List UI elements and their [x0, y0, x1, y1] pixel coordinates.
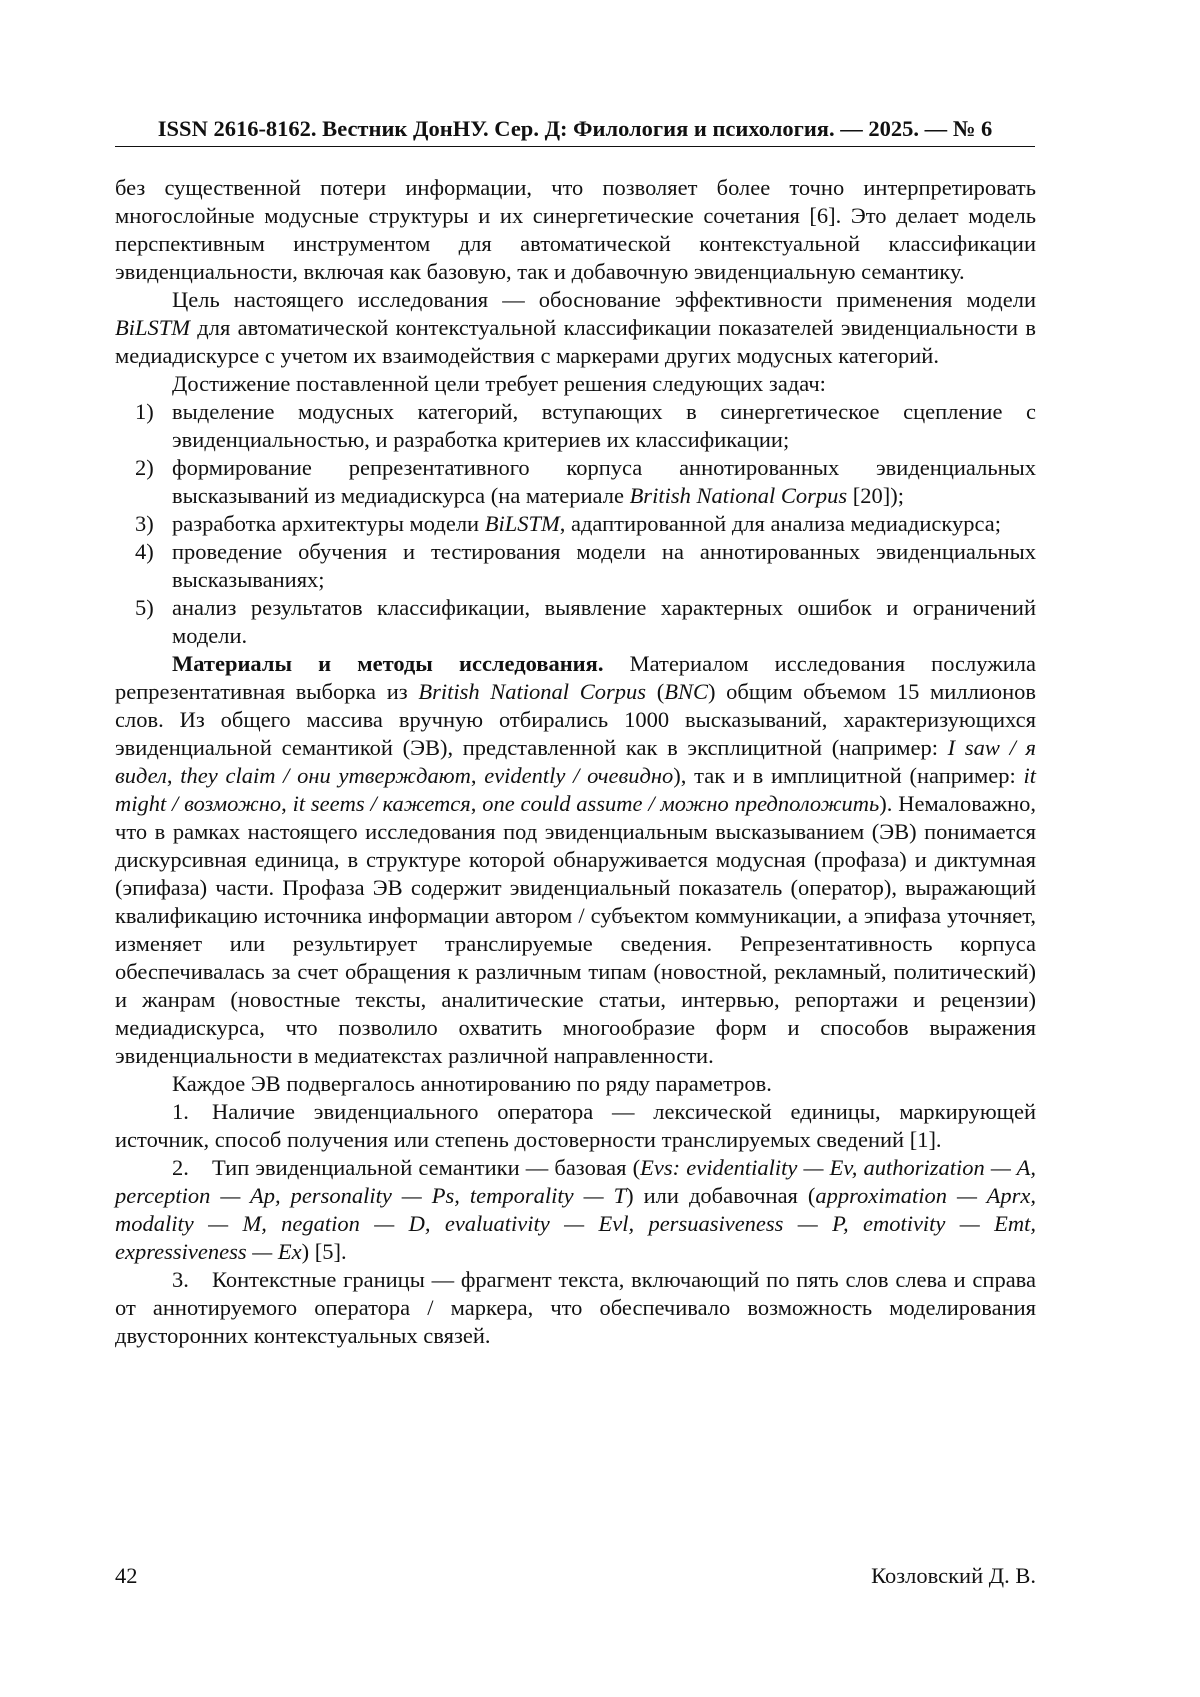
journal-header: ISSN 2616-8162. Вестник ДонНУ. Сер. Д: Филология и психология. — 2025. — № 6	[115, 114, 1035, 147]
paragraph-aim: Цель настоящего исследования — обоснование эффективности применения модели BiLSTM для автоматической контекстуальной классификации показателей эвиденциальности в медиадискурсе с учетом их взаимодействия с маркерами других модусных категорий.	[115, 287, 1036, 368]
list-item-number: 3)	[135, 511, 154, 536]
annotation-param-2: 2. Тип эвиденциальной семантики — базовая (Evs: evidentiality — Ev, authorization — A, perception — Ap, personality — Ps, temporality — T) или добавочная (approximation — Aprx, modality — M, negation — D, evaluativity — Evl, persuasiveness — P, emotivity — Emt, expressiveness — Ex) [5].	[115, 1155, 1036, 1264]
section-heading: Материалы и методы исследования.	[172, 651, 604, 676]
annotation-param-3: 3. Контекстные границы — фрагмент текста, включающий по пять слов слева и справа от аннотируемого оператора / маркера, что обеспечивало возможность моделирования двусторонних контекстуальных связей.	[115, 1267, 1036, 1348]
list-item-number: 1)	[135, 399, 154, 424]
tasks-intro: Достижение поставленной цели требует решения следующих задач:	[172, 371, 826, 396]
list-item: 1) выделение модусных категорий, вступающих в синергетическое сцепление с эвиденциальностью, и разработка критериев их классификации;	[135, 399, 1036, 452]
tasks-list	[115, 398, 1036, 650]
author-name: Козловский Д. В.	[871, 1563, 1036, 1588]
list-item: 5) анализ результатов классификации, выявление характерных ошибок и ограничений модели.	[135, 595, 1036, 648]
list-item: 3) разработка архитектуры модели BiLSTM, адаптированной для анализа медиадискурса;	[135, 511, 1001, 536]
paragraph-methods: Материалы и методы исследования. Материалом исследования послужила репрезентативная выборка из British National Corpus (BNC) общим объемом 15 миллионов слов. Из общего массива вручную отбирались 1000 высказываний, характеризующихся эвиденциальной семантикой (ЭВ), представленной как в эксплицитной (например: I saw / я видел, they claim / они утверждают, evidently / очевидно), так и в имплицитной (например: it might / возможно, it seems / кажется, one could assume / можно предположить). Немаловажно, что в рамках настоящего исследования под эвиденциальным высказыванием (ЭВ) понимается дискурсивная единица, в структуре которой обнаруживается модусная (профаза) и диктумная (эпифаза) части. Профаза ЭВ содержит эвиденциальный показатель (оператор), выражающий квалификацию источника информации автором / субъектом коммуникации, а эпифаза уточняет, изменяет или результирует транслируемые сведения. Репрезентативность корпуса обеспечивалась за счет обращения к различным типам (новостной, рекламный, политический) и жанрам (новостные тексты, аналитические статьи, интервью, репортажи и рецензии) медиадискурса, что позволило охватить многообразие форм и способов выражения эвиденциальности в медиатекстах различной направленности.	[115, 651, 1037, 1068]
annotation-param-1: 1. Наличие эвиденциального оператора — лексической единицы, маркирующей источник, способ получения или степень достоверности транслируемых сведений [1].	[115, 1099, 1036, 1152]
model-name: BiLSTM	[115, 315, 191, 340]
list-item: 2) формирование репрезентативного корпуса аннотированных эвиденциальных высказываний из медиадискурса (на материале British National Corpus [20]);	[135, 455, 1036, 508]
article-body	[115, 174, 1036, 1350]
list-item: 4) проведение обучения и тестирования модели на аннотированных эвиденциальных высказываниях;	[135, 539, 1036, 592]
page-number: 42	[115, 1563, 138, 1588]
list-item-number: 4)	[135, 539, 154, 564]
annotation-intro: Каждое ЭВ подвергалось аннотированию по ряду параметров.	[172, 1071, 772, 1096]
list-item-number: 5)	[135, 595, 154, 620]
list-item-number: 2)	[135, 455, 154, 480]
paragraph-continuation: без существенной потери информации, что позволяет более точно интерпретировать многослойные модусные структуры и их синергетические сочетания [6]. Это делает модель перспективным инструментом для автоматической контекстуальной классификации эвиденциальности, включая как базовую, так и добавочную эвиденциальную семантику.	[115, 175, 1036, 284]
